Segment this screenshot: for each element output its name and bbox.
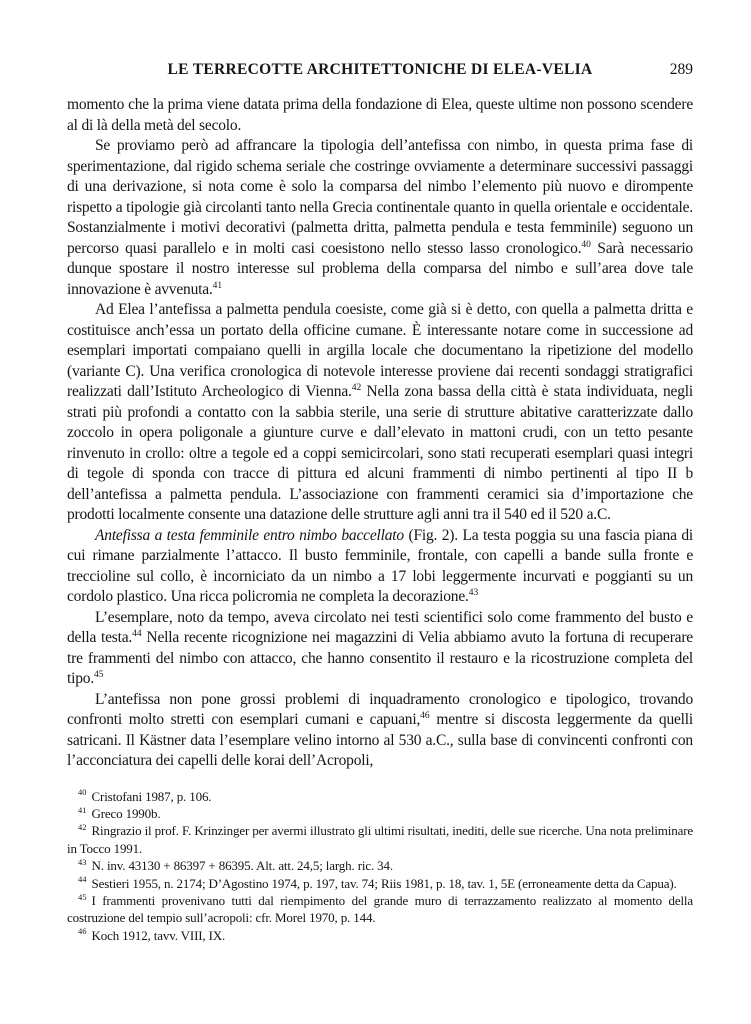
text-run: mentre si discosta leggermente da quelli satricani. Il Kästner data l’esemplare velino intorno al 530 a.C., sulla base di convincenti confronti con l’acconciatura dei capelli delle korai dell’Acropoli, — [67, 711, 693, 769]
footnote-ref: 43 — [468, 587, 479, 598]
page-header — [67, 60, 693, 80]
text-run: Nella recente ricognizione nei magazzini di Velia abbiamo avuto la fortuna di recuperare tre frammenti del nimbo con attacco, che hanno consentito il restauro e la ricostruzione completa del tipo. — [67, 629, 693, 687]
running-title: LE TERRECOTTE ARCHITETTONICHE DI ELEA-VELIA — [167, 61, 593, 78]
paragraph — [67, 526, 693, 608]
footnote-text: Koch 1912, tavv. VIII, IX. — [91, 927, 226, 943]
footnote-number: 44 — [78, 874, 87, 885]
footnote — [67, 788, 693, 805]
footnote-text: Cristofani 1987, p. 106. — [91, 788, 212, 804]
footnote-ref: 42 — [351, 382, 362, 393]
page-number: 289 — [669, 61, 693, 78]
paragraph — [67, 690, 693, 772]
footnote — [67, 805, 693, 822]
footnote-ref: 44 — [132, 628, 142, 639]
paragraph — [67, 95, 693, 136]
text-run: Se proviamo però ad affrancare la tipologia dell’antefissa con nimbo, in questa prima fase di sperimentazione, dal rigido schema seriale che costringe ovviamente a determinare successivi passaggi di una derivazione, si nota come è solo la comparsa del nimbo l’elemento più nuovo e dirompente rispetto a tipologie già circolanti tanto nella Grecia continentale quanto in quella orientale e occidentale. Sostanzialmente i motivi decorativi (palmetta dritta, palmetta pendula e testa femminile) seguono un percorso quasi parallelo e in molti casi coesistono nello stesso lasso cronologico. — [67, 137, 693, 257]
paragraph — [67, 608, 693, 690]
footnote-text: N. inv. 43130 + 86397 + 86395. Alt. att. 24,5; largh. ric. 34. — [91, 858, 393, 874]
text-run: (Fig. 2). La testa poggia su una fascia piana di cui rimane parzialmente l’attacco. Il busto femminile, frontale, con capelli a bande sulla fronte e treccioline sul collo, è incorniciato da un nimbo a 17 lobi leggermente incurvati e poggianti su un cordolo plastico. Una ricca policromia ne completa la decorazione. — [67, 526, 693, 605]
text-block — [67, 60, 693, 944]
footnote-text: I frammenti provenivano tutti dal riempimento del grande muro di terrazzamento realizzato al momento della costruzione del tempio sull’acropoli: cfr. Morel 1970, p. 144. — [67, 892, 693, 926]
footnote-ref: 46 — [420, 710, 430, 721]
footnote — [67, 892, 693, 927]
footnote-ref: 41 — [212, 280, 223, 291]
text-run: Nella zona bassa della città è stata individuata, negli strati più profondi a contatto con la sabbia sterile, una serie di strutture abitative caratterizzate dallo zoccolo in opera poligonale a giunture curve e dall’elevato in mattoni crudi, con un tetto pesante rinvenuto in crollo: oltre a tegole ed a coppi semicircolari, sono stati recuperati esemplari quasi integri di tegole di sponda con tracce di pittura ed alcuni frammenti di nimbo pertinenti al tipo II b dell’antefissa a palmetta pendula. L’associazione con frammenti ceramici sia d’importazione che prodotti localmente consente una datazione delle strutture agli anni tra il 540 ed il 520 a.C. — [67, 383, 693, 523]
footnote-text: Greco 1990b. — [91, 805, 161, 821]
footnote-number: 45 — [78, 891, 87, 902]
text-run: momento che la prima viene datata prima della fondazione di Elea, queste ultime non possono scendere al di là della metà del secolo. — [67, 96, 693, 134]
text-run: Ad Elea l’antefissa a palmetta pendula coesiste, come già si è detto, con quella a palmetta dritta e costituisce anch’essa un portato della officine cumane. È interessante notare come in successione ad esemplari importati compaiano quelli in argilla locale che documentano la ripetizione del modello (variante C). Una verifica cronologica di notevole interesse proviene dai recenti sondaggi stratigrafici realizzati dall’Istituto Archeologico di Vienna. — [67, 301, 693, 400]
footnote-number: 42 — [78, 821, 87, 832]
footnote-number: 41 — [78, 804, 87, 815]
paragraph — [67, 136, 693, 300]
footnote-text: Ringrazio il prof. F. Krinzinger per avermi illustrato gli ultimi risultati, inediti, delle sue ricerche. Una nota preliminare in Tocco 1991. — [67, 823, 693, 856]
footnote — [67, 857, 693, 874]
paragraph — [67, 300, 693, 526]
text-run: L’esemplare, noto da tempo, aveva circolato nei testi scientifici solo come frammento del busto e della testa. — [67, 608, 693, 646]
body-text — [67, 95, 693, 772]
footnote-ref: 40 — [581, 239, 591, 250]
footnote — [67, 875, 693, 892]
footnote-text: Sestieri 1955, n. 2174; D’Agostino 1974, p. 197, tav. 74; Riis 1981, p. 18, tav. 1, 5E (erroneamente detta da Capua). — [91, 875, 677, 891]
footnote-number: 40 — [78, 787, 87, 798]
footnotes — [67, 788, 693, 945]
footnote — [67, 927, 693, 944]
italic-text: Antefissa a testa femminile entro nimbo baccellato — [95, 526, 404, 544]
footnote-ref: 45 — [94, 669, 104, 680]
footnote-number: 43 — [78, 856, 87, 867]
text-run: L’antefissa non pone grossi problemi di inquadramento cronologico e tipologico, trovando confronti molto stretti con esemplari cumani e capuani, — [67, 690, 693, 728]
footnote-number: 46 — [78, 926, 87, 937]
text-run: Sarà necessario dunque spostare il nostro interesse sul problema della comparsa del nimbo e sull’area dove tale innovazione è avvenuta. — [67, 239, 693, 298]
footnote — [67, 822, 693, 857]
